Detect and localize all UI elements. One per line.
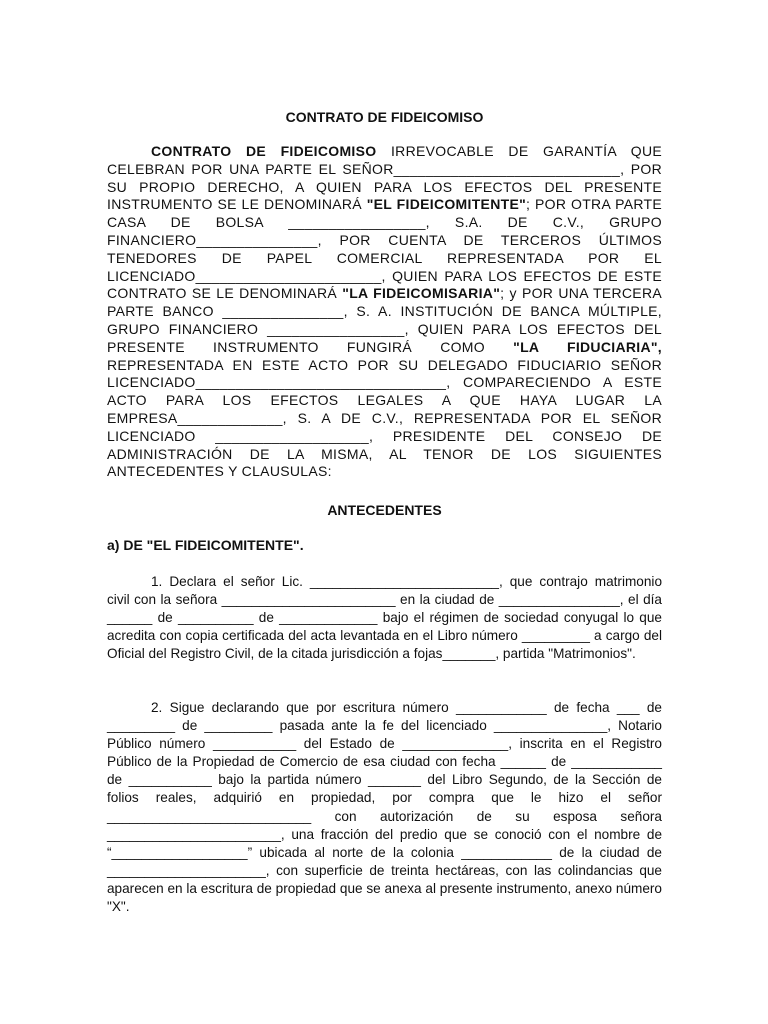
intro-lead: CONTRATO DE FIDEICOMISO bbox=[151, 143, 377, 159]
intro-paragraph bbox=[107, 143, 662, 481]
intro-text-3: ; y POR UNA TERCERA PARTE BANCO _______________, S. A. INSTITUCIÓN DE BANCA MÚLTIPLE, GRUPO FINANCIERO _________________, QUIEN PARA LOS EFECTOS DEL PRESENTE INSTRUMENTO FUNGIRÁ COMO bbox=[107, 285, 662, 355]
antecedente-1 bbox=[107, 573, 662, 663]
antecedente-2 bbox=[107, 699, 662, 916]
party-fideicomisaria: "LA FIDEICOMISARIA" bbox=[342, 285, 501, 302]
intro-text-4: REPRESENTADA EN ESTE ACTO POR SU DELEGADO FIDUCIARIO SEÑOR LICENCIADO_______________________________, COMPARECIENDO A ESTE ACTO PARA LOS EFECTOS LEGALES A QUE HAYA LUGAR LA EMPRESA_____________, S. A DE C.V., REPRESENTADA POR EL SEÑOR LICENCIADO ___________________, PRESIDENTE DEL CONSEJO DE ADMINISTRACIÓN DE LA MISMA, AL TENOR DE LOS SIGUIENTES ANTECEDENTES Y CLAUSULAS: bbox=[107, 356, 662, 480]
antecedente-1-text: 1. Declara el señor Lic. _________________________, que contrajo matrimonio civil con la señora _______________________ en la ciudad de ________________, el día ______ de __________ de _____________ bajo el régimen de sociedad conyugal lo que acredita con copia certificada del acta levantada en el Libro número _________ a cargo del Oficial del Registro Civil, de la citada jurisdicción a fojas_______, partida "Matrimonios". bbox=[107, 574, 662, 662]
intro-text-2: ; POR OTRA PARTE CASA DE BOLSA _________________, S.A. DE C.V., GRUPO FINANCIERO_______________, POR CUENTA DE TERCEROS ÚLTIMOS TENEDORES DE PAPEL COMERCIAL REPRESENTADA POR EL LICENCIADO_______________________, QUIEN PARA LOS EFECTOS DE ESTE CONTRATO SE LE DENOMINARÁ bbox=[107, 196, 662, 302]
antecedentes-heading: ANTECEDENTES bbox=[327, 502, 442, 518]
intro-text-1: IRREVOCABLE DE GARANTÍA QUE CELEBRAN POR UNA PARTE EL SEÑOR____________________________, POR SU PROPIO DERECHO, A QUIEN PARA LOS EFECTOS DEL PRESENTE INSTRUMENTO SE LE DENOMINARÁ bbox=[107, 143, 662, 213]
antecedente-2-text: 2. Sigue declarando que por escritura número ____________ de fecha ___ de _________ de _________ pasada ante la fe del licenciado _______________, Notario Público número ___________ del Estado de ______________, inscrita en el Registro Público de la Propiedad de Comercio de esa ciudad con fecha ______ de ____________ de ___________ bajo la partida número _______ del Libro Segundo, de la Sección de folios reales, adquirió en propiedad, por compra que le hizo el señor ___________________________ con autorización de su esposa señora _______________________, una fracción del predio que se conoció con el nombre de “__________________” ubicada al norte de la colonia ____________ de la ciudad de _____________________, con superficie de treinta hectáreas, con las colindancias que aparecen en la escritura de propiedad que se anexa al presente instrumento, anexo número "X". bbox=[107, 700, 662, 915]
party-fiduciaria: "LA FIDUCIARIA", bbox=[513, 338, 662, 355]
section-a-heading: a) DE "EL FIDEICOMITENTE". bbox=[107, 537, 304, 553]
document-title: CONTRATO DE FIDEICOMISO bbox=[285, 109, 484, 125]
party-fideicomitente: "EL FIDEICOMITENTE" bbox=[366, 196, 527, 213]
